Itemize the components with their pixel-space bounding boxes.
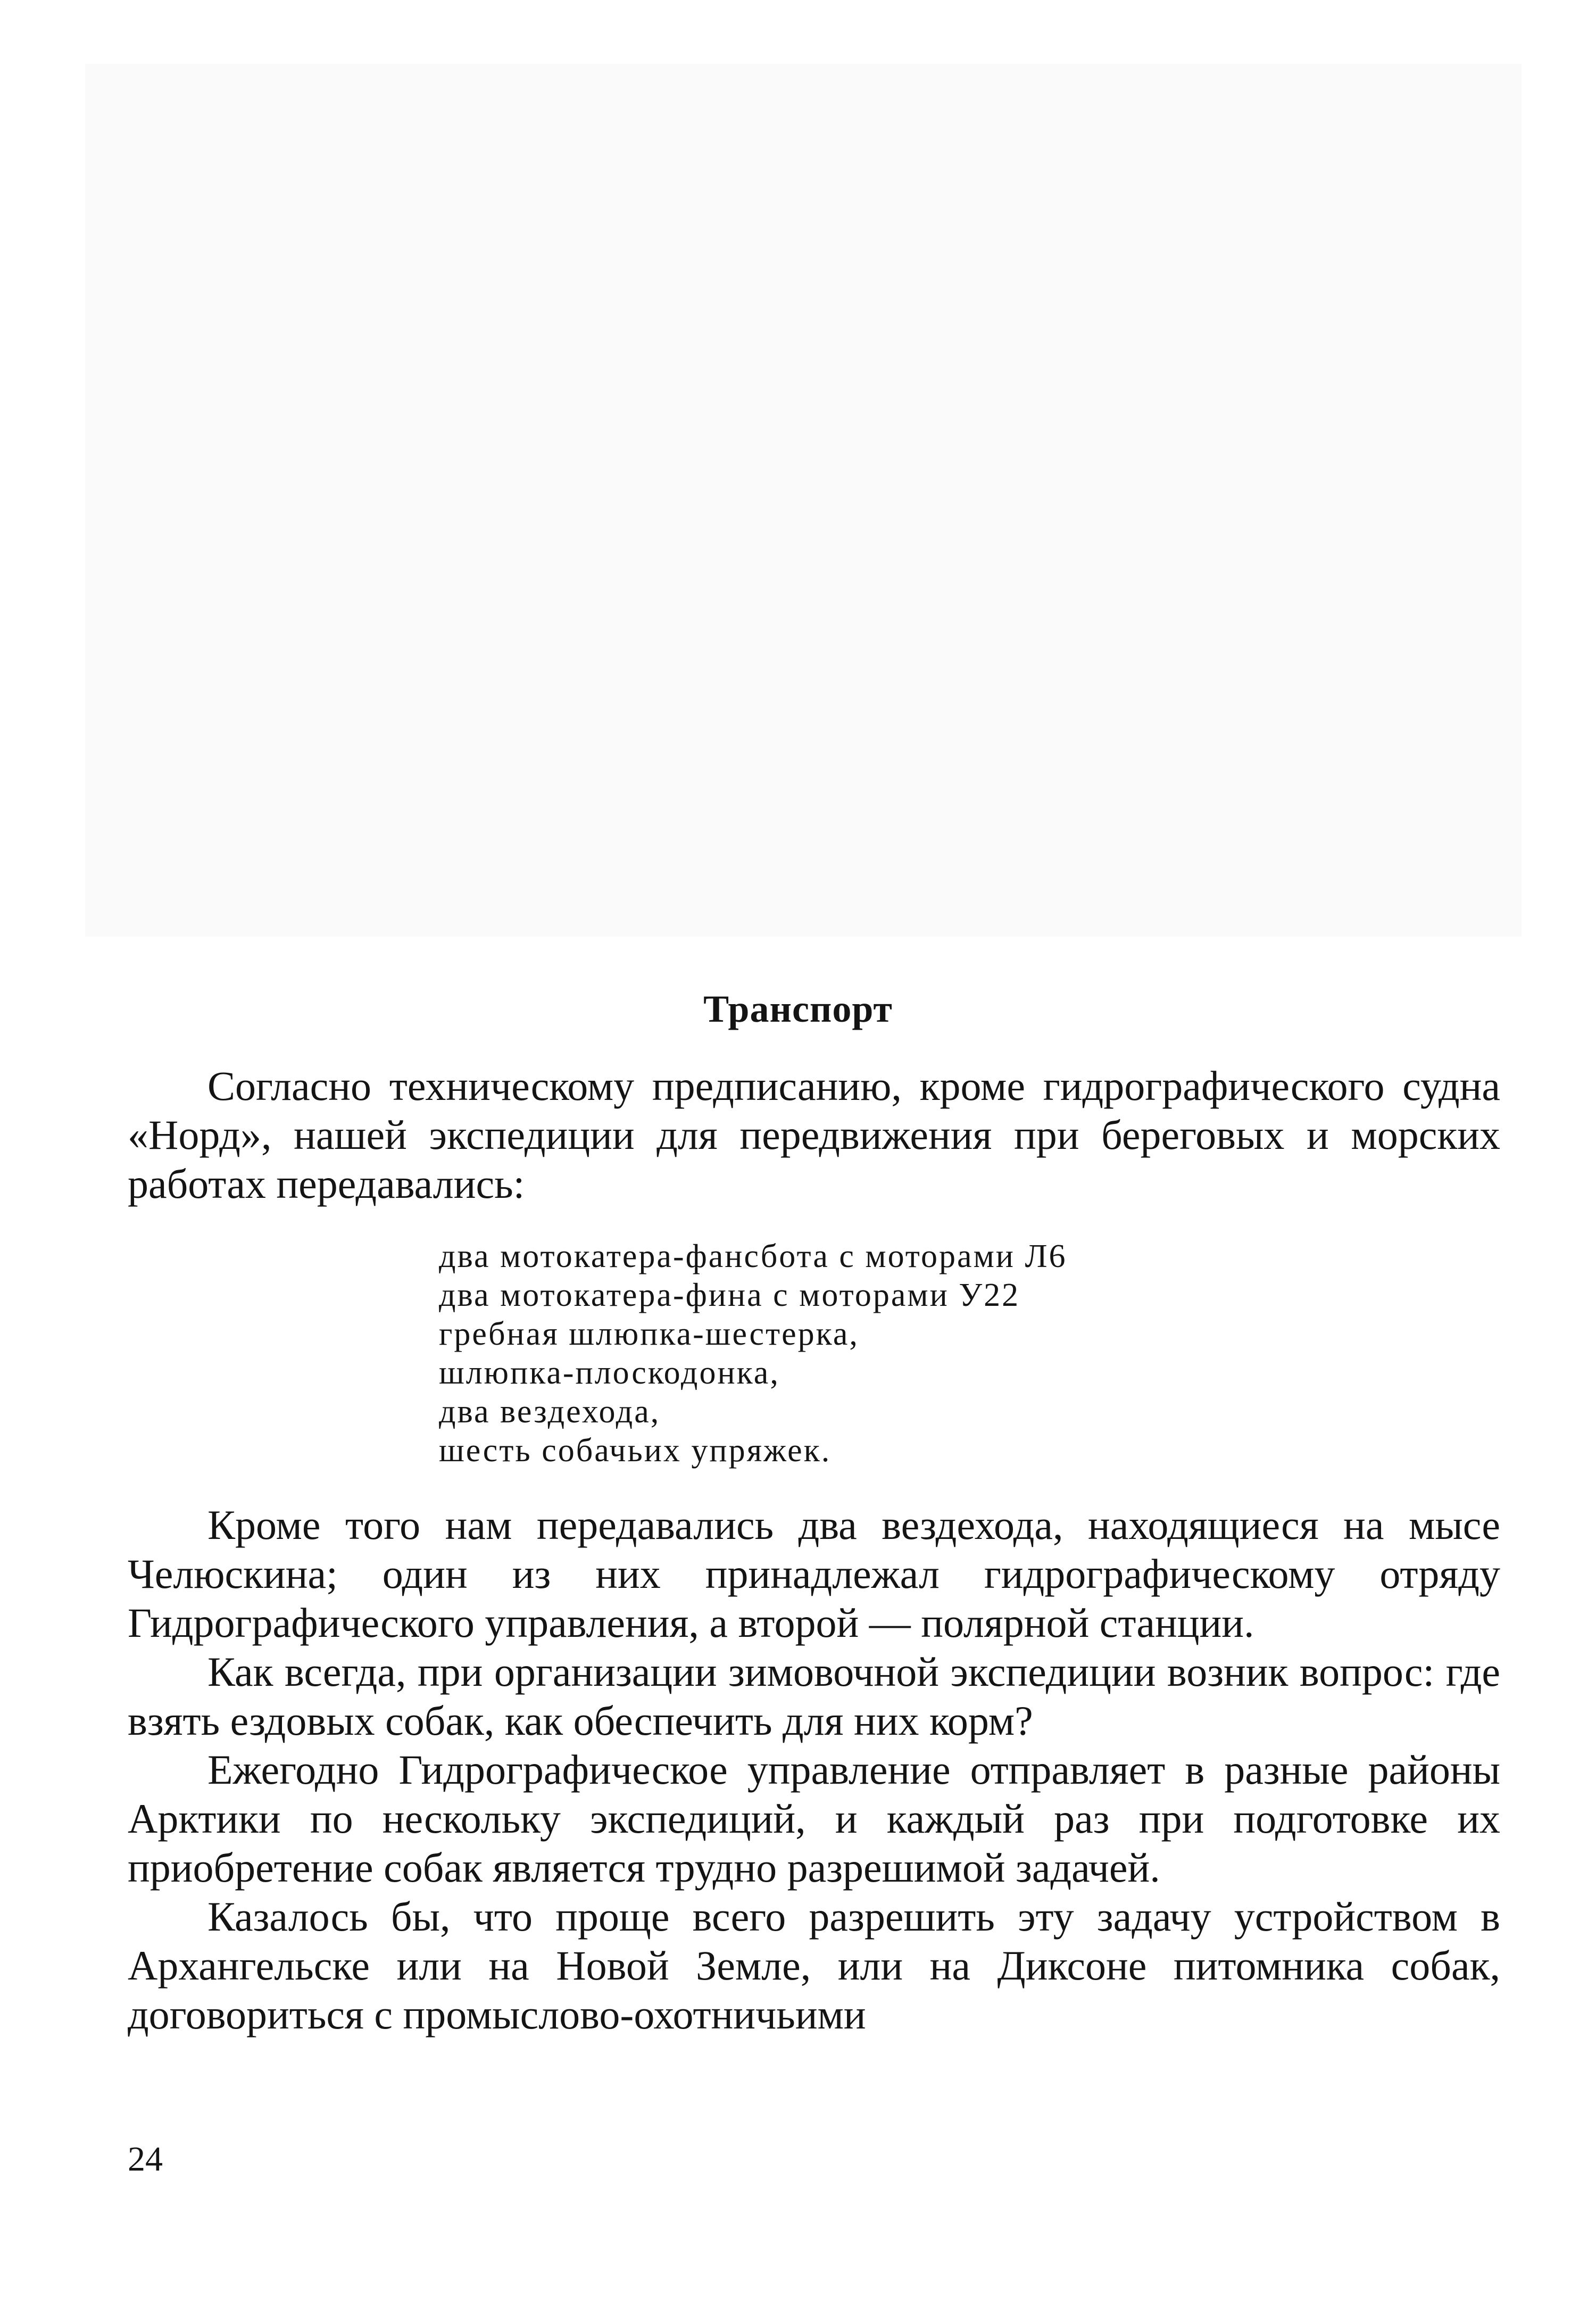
paragraph: Казалось бы, что проще всего разрешить эту задачу устройством в Архангельске или на Новой Земле, или на Диксоне питомника собак, договориться с промыслово-охотничьими [128, 1893, 1500, 2038]
intro-block [128, 1062, 1500, 1208]
paragraph: Как всегда, при организации зимовочной экспедиции возник вопрос: где взять ездовых собак, как обеспечить для них корм? [128, 1649, 1500, 1744]
page-number: 24 [128, 2140, 163, 2179]
list-item: два мотокатера-фина с моторами У22 [439, 1277, 1020, 1313]
blank-top-area [85, 64, 1522, 937]
body-text [128, 1501, 1500, 2039]
list-item: два вездехода, [439, 1394, 661, 1430]
list-item: гребная шлюпка-шестерка, [439, 1316, 859, 1352]
paragraph: Ежегодно Гидрографическое управление отправляет в разные районы Арктики по нескольку экспедиций, и каждый раз при подготовке их приобретение собак является трудно разрешимой задачей. [128, 1746, 1500, 1891]
section-heading: Транспорт [703, 988, 893, 1030]
list-item: шлюпка-плоскодонка, [439, 1355, 780, 1391]
paragraph: Кроме того нам передавались два вездехода, находящиеся на мысе Челюскина; один из них принадлежал гидрографическому отряду Гидрографического управления, а второй — полярной станции. [128, 1502, 1500, 1646]
intro-paragraph: Согласно техническому предписанию, кроме гидрографического судна «Норд», нашей экспедиции для передвижения при береговых и морских работах передавались: [128, 1063, 1500, 1207]
list-item: шесть собачьих упряжек. [439, 1432, 832, 1469]
list-item: два мотокатера-фансбота с моторами Л6 [439, 1238, 1067, 1274]
transport-list [439, 1237, 1067, 1470]
